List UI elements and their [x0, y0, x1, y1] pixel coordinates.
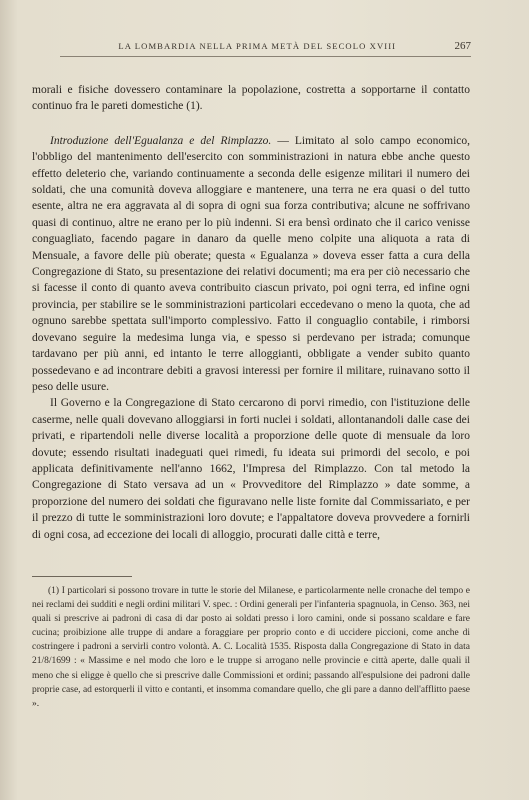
running-head: LA LOMBARDIA NELLA PRIMA METÀ DEL SECOLO XVIII	[118, 41, 397, 51]
paragraph-continued: morali e fisiche dovessero contaminare la popolazione, costretta a sopportarne il contatto continuo fra le pareti domestiche (1).	[32, 84, 470, 113]
page-header	[60, 40, 471, 52]
section-text: — Limitato al solo campo economico, l'obbligo del mantenimento dell'esercito con somministrazioni in natura ebbe anche questo effetto deleterio che, variando continuamente a seconda delle esigenze militari il numero dei soldati, che una comunità doveva alloggiare e mantenere, una terra ne era quasi o del tutto esente, altra ne era aggravata al di sopra di ogni sua forza contributiva; alcune ne soffrivano quasi di continuo, altre ne erano per lo più indenni. Si era bensì ordinato che il carico venisse conguagliato, facendo pagare in danaro da quelle meno colpite una aliquota a rata di Mensuale, a favore delle più oberate; questa « Egualanza » doveva esser fatta a cura della Congregazione di Stato, su presentazione dei relativi documenti; ma era per ciò necessario che si facesse il conto di quanto aveva contribuito ciascun privato, poi ogni terra, ed infine ogni provincia, per stabilire se le somministrazioni particolari eccedevano o meno la quota, che ad ognuno sarebbe spettata sull'importo complessivo. Fatto il conguaglio contabile, i rimborsi dovevano seguire la medesima lunga via, e spesso si perdevano per istrada; comunque tardavano per più anni, ed intanto le terre alloggianti, obbligate a vender subito quanto possedevano e ad incontrare debiti a gravosi interessi per fornire il militare, ruinavano sotto il peso delle usure.	[32, 134, 470, 393]
footnote-rule	[32, 576, 132, 577]
section-title: Introduzione dell'Egualanza e del Rimplazzo.	[50, 134, 272, 147]
paragraph-governo: Il Governo e la Congregazione di Stato cercarono di porvi rimedio, con l'istituzione delle caserme, nelle quali dovevano alloggiarsi in forti nuclei i soldati, allontanandoli dalle case dei privati, e ripartendoli nelle diverse località a proporzione delle quote di mensuale da loro dovute; essendo risultati inadeguati quei rimedi, fu ideata sui primordi del secolo, e poi applicata definitivamente nell'anno 1662, l'Impresa del Rimplazzo. Con tal metodo la Congregazione di Stato versava ad un « Provveditore del Rimplazzo » date somme, a proporzione del numero dei soldati che figuravano nelle liste fornite dal Commissariato, e per il prezzo di tutte le somministrazioni loro dovute; e l'appaltatore doveva provvedere a fornirli di ogni cosa, ad eccezione dei locali di alloggio, procurati dalle città e terre,	[32, 397, 470, 541]
main-text	[32, 82, 470, 543]
header-rule	[60, 56, 471, 57]
footnotes	[32, 584, 470, 711]
page-number: 267	[454, 40, 471, 52]
section-paragraph	[32, 133, 470, 396]
footnote-1: (1) I particolari si possono trovare in tutte le storie del Milanese, e particolarmente nelle cronache del tempo e nei reclami dei sudditi e negli ordini militari V. spec. : Ordini generali per l'infanteria spagnuola, in Censo. 363, nei quali si prescrive ai padroni di casa di dar posto ai soldati presso i loro camini, onde si possano scaldare e fare cucina; proibizione alle truppe di andare a foraggiare per proprio conto e di uccidere piccioni, come anche di costringere i padroni a servirli contro volontà. A. C. Località 1535. Risposta dalla Congregazione di Stato in data 21/8/1699 : « Massime e nel modo che loro e le truppe si arrogano nelle provincie e città aperte, dalle quali il meno che si eligge è quello che si prescrive dalle Commissioni et ordini; passando all'espulsione dei padroni dalle proprie case, ad estorquerli il vitto e contanti, et insomma comandare quello, che gli pare a danno dell'afflitto paese ».	[32, 586, 470, 709]
section-gap	[32, 115, 470, 133]
